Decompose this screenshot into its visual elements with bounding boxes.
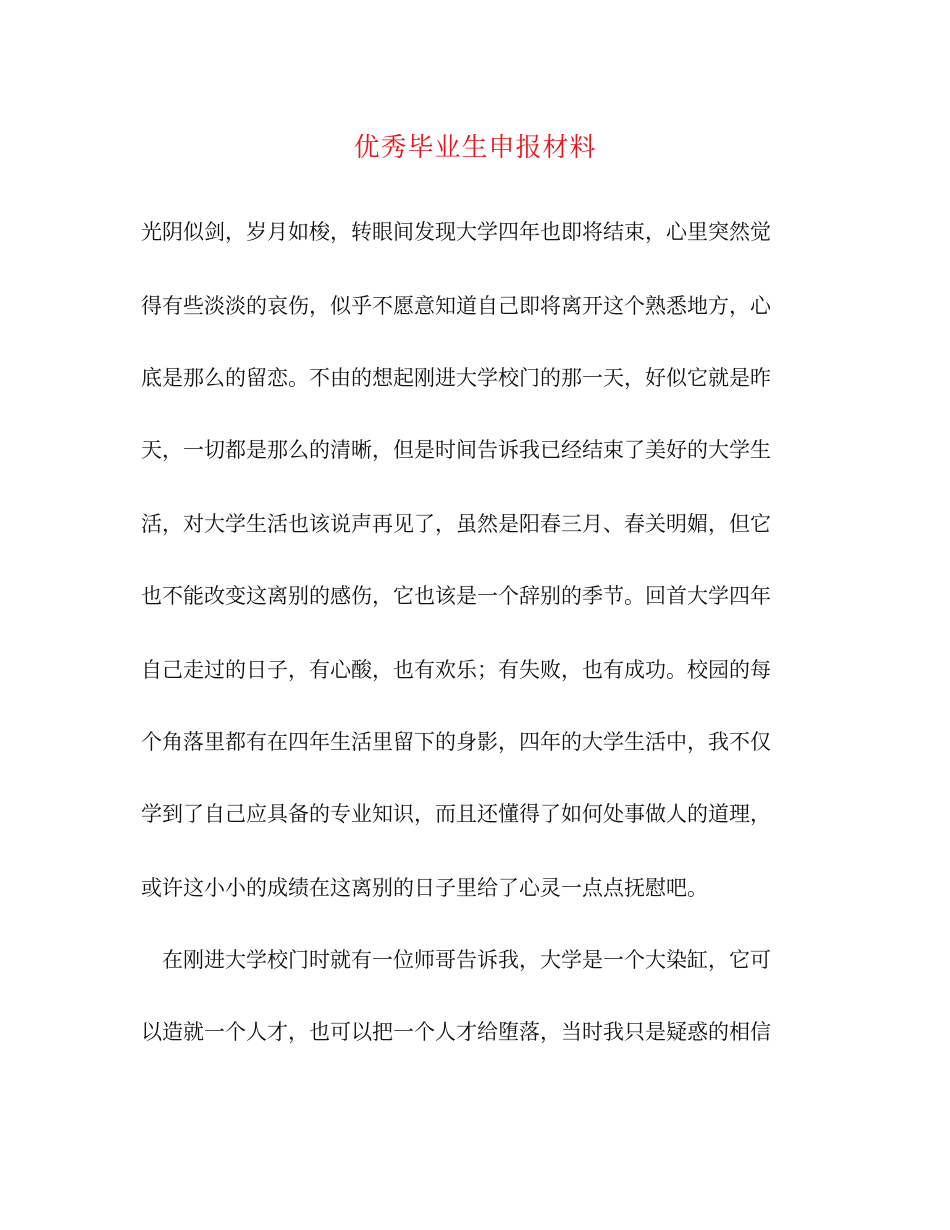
body-line-7: 自己走过的日子，有心酸，也有欢乐；有失败，也有成功。校园的每 [141, 658, 771, 682]
body-line-6: 也不能改变这离别的感伤，它也该是一个辞别的季节。回首大学四年 [141, 584, 771, 608]
body-line-4: 天，一切都是那么的清晰，但是时间告诉我已经结束了美好的大学生 [141, 438, 771, 462]
body-line-2: 得有些淡淡的哀伤，似乎不愿意知道自己即将离开这个熟悉地方，心 [141, 294, 771, 318]
body-line-5: 活，对大学生活也该说声再见了，虽然是阳春三月、春关明媚，但它 [141, 512, 771, 536]
body-line-1: 光阴似剑，岁月如梭，转眼间发现大学四年也即将结束，心里突然觉 [141, 220, 771, 244]
document-title: 优秀毕业生申报材料 [353, 133, 597, 163]
body-line-3: 底是那么的留恋。不由的想起刚进大学校门的那一天，好似它就是昨 [141, 366, 771, 390]
body-line-8: 个角落里都有在四年生活里留下的身影，四年的大学生活中，我不仅 [141, 730, 771, 754]
body-line-12: 以造就一个人才，也可以把一个人才给堕落，当时我只是疑惑的相信 [141, 1020, 771, 1044]
body-line-11: 在刚进大学校门时就有一位师哥告诉我，大学是一个大染缸，它可 [141, 948, 771, 972]
body-line-9: 学到了自己应具备的专业知识，而且还懂得了如何处事做人的道理， [141, 802, 771, 826]
body-line-10: 或许这小小的成绩在这离别的日子里给了心灵一点点抚慰吧。 [141, 876, 708, 900]
